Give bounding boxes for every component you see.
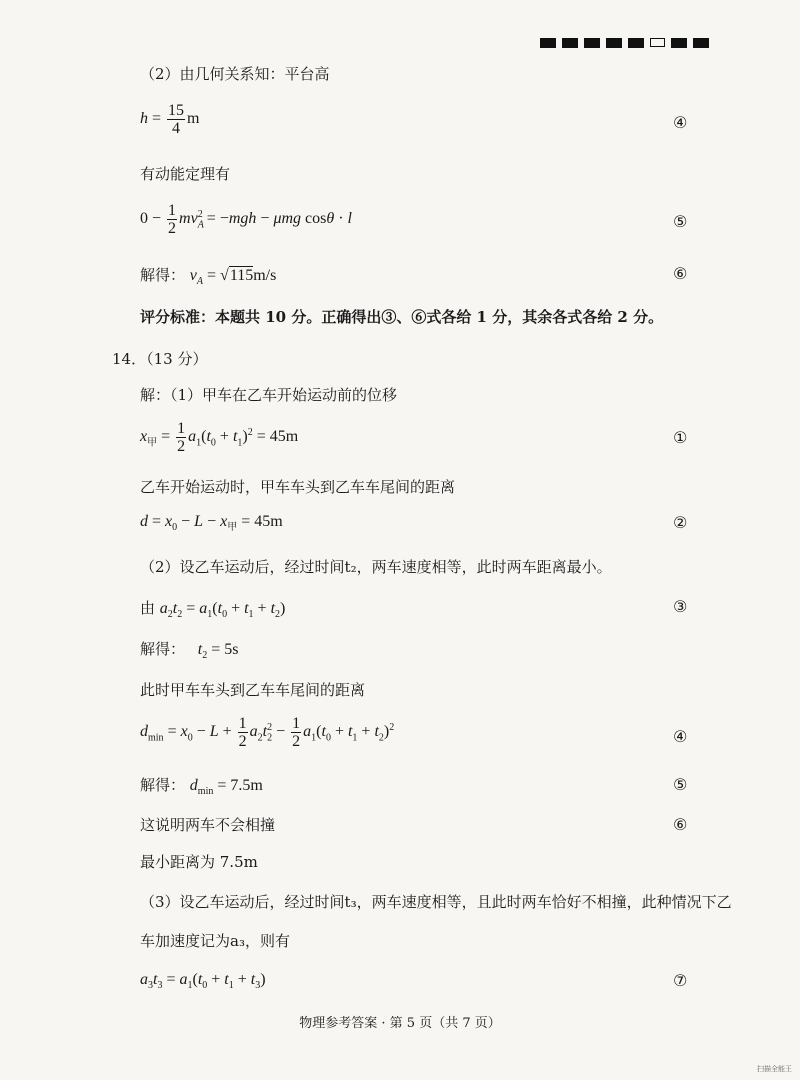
equation-energy: 0 − $\frac{1}{2}$ $mv_A^2 = -mgh - \mu mg$ cosθ · l <box>140 202 352 237</box>
header-block-empty <box>650 38 665 47</box>
q14-part2: （2）设乙车运动后，经过时间t₂，两车速度相等，此时两车距离最小。 <box>140 558 612 576</box>
equation-7: $a_3t_3 = a_1(t_0 + t_1 + t_3)$ <box>140 971 266 992</box>
solve-label: 解得： <box>140 640 186 658</box>
header-block <box>693 38 709 48</box>
grading-criteria: 评分标准：本题共 10 分。正确得出③、⑥式各给 1 分，其余各式各给 2 分。 <box>140 308 664 326</box>
kinetic-energy-theorem: 有动能定理有 <box>140 165 231 183</box>
solve-dmin-line: 解得： $d_{min} = 7.5m$ <box>140 776 263 798</box>
equation-dmin: $d_{min} = x_0 - L$ + $\frac{1}{2}$ $a_2t_2^2$ − $\frac{1}{2}$ $a_1(t_0 + t_1 + t_2)^2$ <box>140 715 395 750</box>
equation-mark: ④ <box>673 727 688 746</box>
equation-h: h = $\frac{15}{4}$ m <box>140 102 200 137</box>
equation-mark: ⑥ <box>673 815 688 834</box>
header-block <box>671 38 687 48</box>
equation-prefix: 由 <box>140 599 156 617</box>
header-block <box>628 38 644 48</box>
equation-mark: ⑤ <box>673 212 688 231</box>
no-collision-statement: 这说明两车不会相撞 <box>140 816 276 834</box>
equation-mark: ② <box>673 513 688 532</box>
header-marks <box>540 38 709 48</box>
equation-mark: ④ <box>673 113 688 132</box>
min-distance-statement: 最小距离为 7.5m <box>140 853 258 871</box>
q14-gap-description: 乙车开始运动时，甲车车头到乙车车尾间的距离 <box>140 478 456 496</box>
equation-mark: ⑥ <box>673 264 688 283</box>
question-14-title: 14．（13 分） <box>112 350 208 368</box>
equation-mark: ⑦ <box>673 971 688 990</box>
header-block <box>606 38 622 48</box>
solve-va-line: 解得： $v_A = √115m/s$ <box>140 266 277 288</box>
min-gap-description: 此时甲车车头到乙车车尾间的距离 <box>140 681 366 699</box>
equation-x-jia: $x_甲$ = $\frac{1}{2}$ $a_1(t_0 + t_1)^2 = 45m$ <box>140 420 299 455</box>
equation-mark: ① <box>673 428 688 447</box>
page-footer: 物理参考答案 · 第 5 页（共 7 页） <box>299 1016 501 1031</box>
solve-label: 解得： <box>140 776 186 794</box>
scanner-watermark: 扫描全能王 <box>757 1065 792 1073</box>
header-block <box>562 38 578 48</box>
equation-mark: ⑤ <box>673 775 688 794</box>
q14-part1: 解：（1）甲车在乙车开始运动前的位移 <box>140 386 398 404</box>
header-block <box>584 38 600 48</box>
equation-3-line: 由 $a_2t_2 = a_1(t_0 + t_1 + t_2)$ <box>140 599 286 621</box>
solve-label: 解得： <box>140 266 186 284</box>
part2-title: （2）由几何关系知：平台高 <box>140 65 330 83</box>
solve-t2-line: 解得： $t_2 = 5s$ <box>140 640 239 662</box>
q14-part3-line1: （3）设乙车运动后，经过时间t₃，两车速度相等，且此时两车恰好不相撞，此种情况下乙 <box>140 893 732 911</box>
header-block <box>540 38 556 48</box>
q14-part3-line2: 车加速度记为a₃，则有 <box>140 932 290 950</box>
equation-mark: ③ <box>673 597 688 616</box>
equation-d: $d = x_0 - L - x_甲 = 45m$ <box>140 513 283 534</box>
